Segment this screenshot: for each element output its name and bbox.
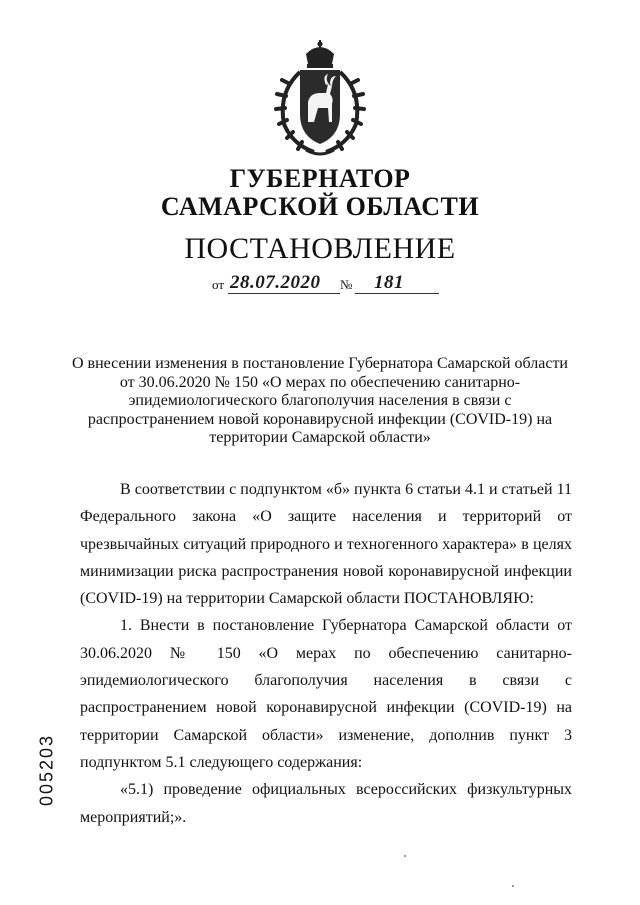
number-label: № — [340, 277, 353, 292]
number-value: 181 — [374, 272, 404, 293]
document-title: О внесении изменения в постановление Губернатора Самарской области от 30.06.2020 № 150 «О мерах по обеспечению санитарно-эпидемиологического благополучия населения в связи с распространением новой коронавирусной инфекции (COVID-19) на территории Самарской области» — [71, 355, 568, 447]
dateline — [212, 272, 442, 298]
scan-speck — [404, 855, 406, 857]
item-1-paragraph: 1. Внести в постановление Губернатора Самарской области от 30.06.2020 № 150 «О мерах по обеспечению санитарно-эпидемиологического благополучия населения в связи с распространением новой коронавирусной инфекции (COVID-19) на территории Самарской области» изменение, дополнив пункт 3 подпунктом 5.1 следующего содержания: — [80, 617, 572, 771]
quoted-amendment: «5.1) проведение официальных всероссийских физкультурных мероприятий;». — [80, 781, 572, 826]
authority-title-line1: ГУБЕРНАТОР — [229, 164, 411, 193]
scan-speck — [512, 885, 514, 887]
authority-title-line2: САМАРСКОЙ ОБЛАСТИ — [160, 192, 480, 221]
preamble-paragraph: В соответствии с подпунктом «б» пункта 6 статьи 4.1 и статьей 11 Федерального закона «О защите населения и территорий от чрезвычайных ситуаций природного и техногенного характера» в целях минимизации риска распространения новой коронавирусной инфекции (COVID-19) на территории Самарской области ПОСТАНОВЛЯЮ: — [80, 481, 572, 608]
document-body — [80, 476, 572, 831]
side-registration-number: 005203 — [36, 733, 57, 807]
coat-of-arms-emblem — [270, 40, 370, 158]
date-label: от — [212, 277, 225, 292]
date-value: 28.07.2020 — [230, 272, 321, 293]
document-type: ПОСТАНОВЛЕНИЕ — [184, 232, 456, 265]
coat-of-arms-icon — [270, 40, 370, 158]
